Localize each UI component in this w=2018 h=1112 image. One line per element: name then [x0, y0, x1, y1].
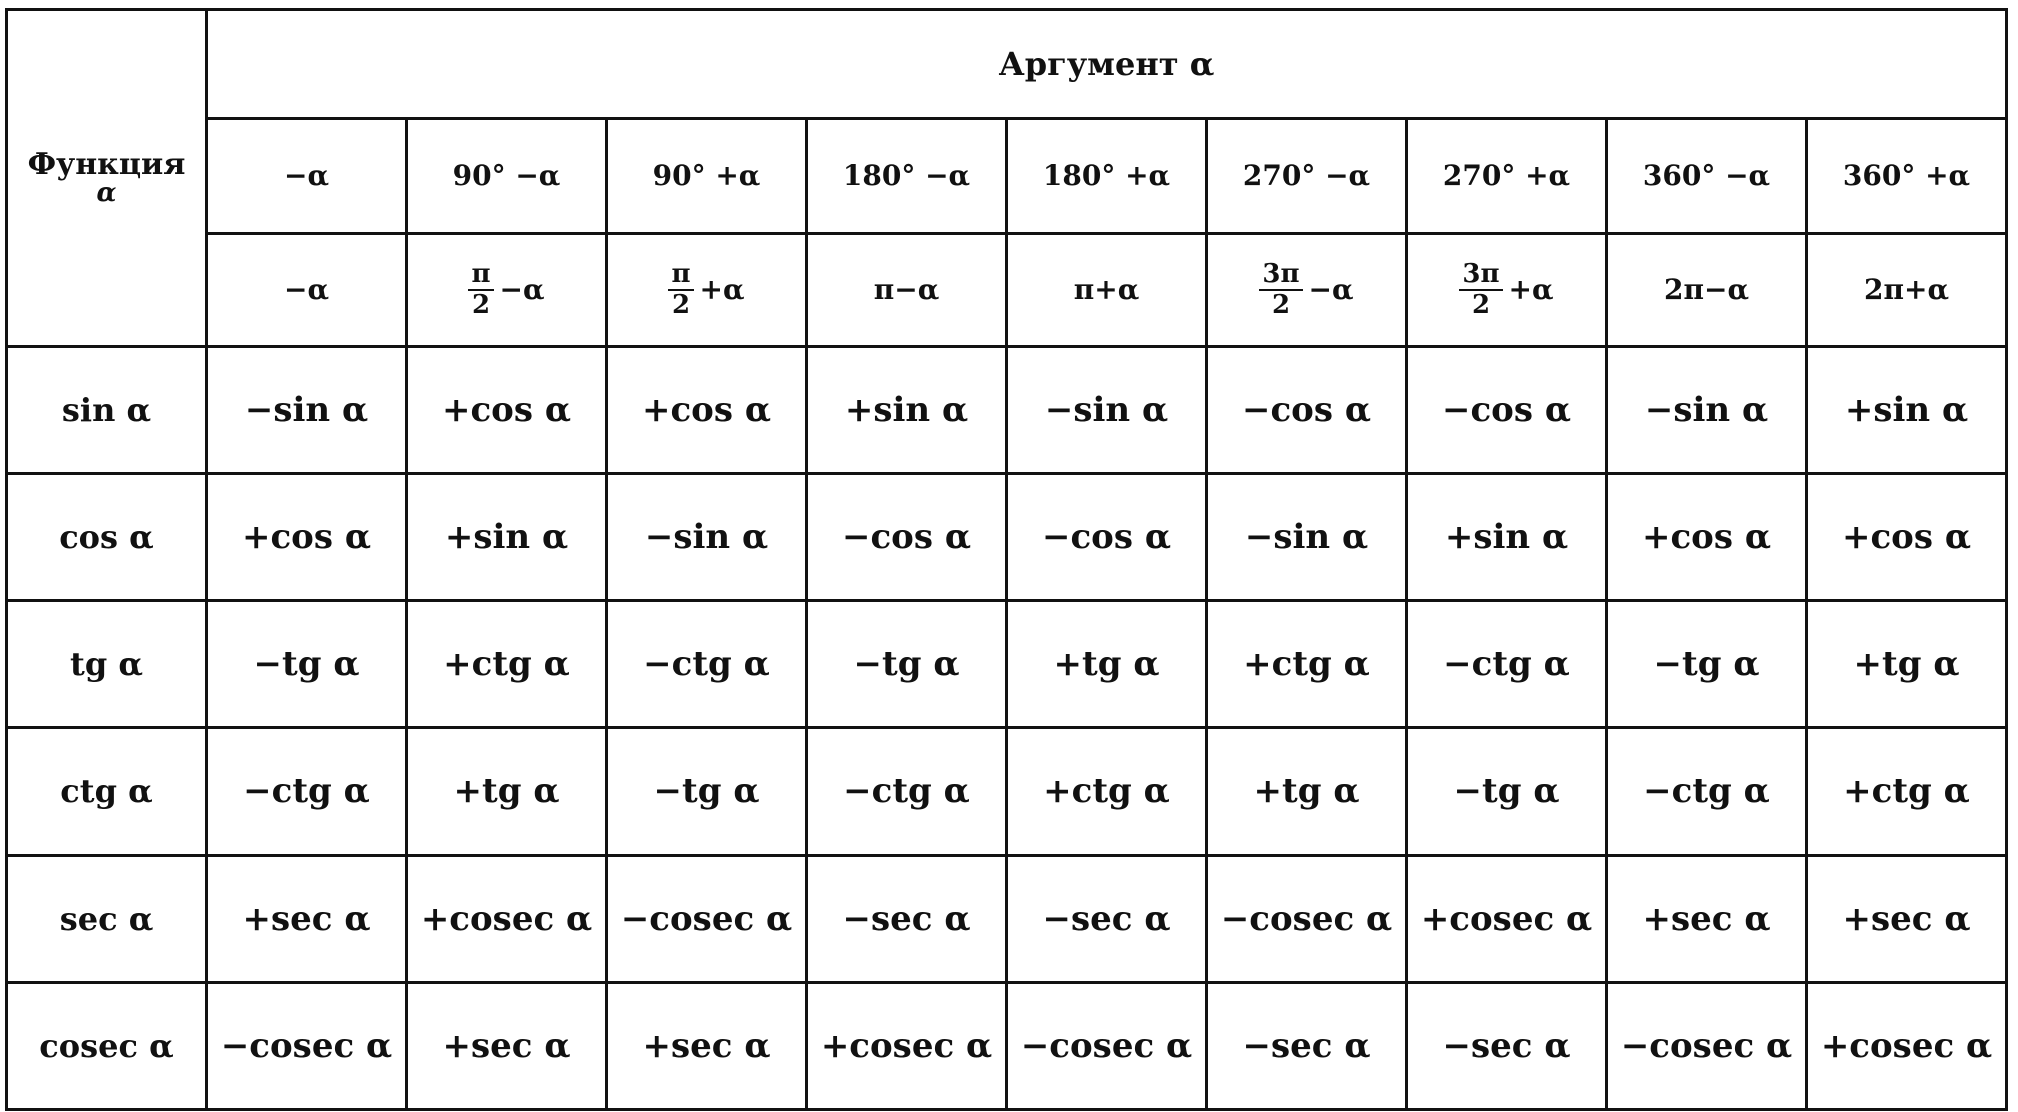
header-row-radians	[7, 233, 2007, 346]
table-cell: −ctg α	[1607, 728, 1807, 855]
table-cell: +sec α	[1807, 855, 2007, 982]
degree-arg-header: 90° +α	[607, 118, 807, 233]
radian-arg-header: 2π+α	[1807, 233, 2007, 346]
table-cell: +cosec α	[807, 982, 1007, 1109]
table-cell: −cosec α	[1607, 982, 1807, 1109]
degree-arg-header: 360° +α	[1807, 118, 2007, 233]
function-row-header: tg α	[7, 601, 207, 728]
function-row-header: sin α	[7, 346, 207, 473]
table-row	[7, 601, 2007, 728]
fraction	[468, 260, 493, 319]
radian-arg-header: π+α	[1007, 233, 1207, 346]
function-row-header: sec α	[7, 855, 207, 982]
table-cell: +ctg α	[1207, 601, 1407, 728]
function-row-header: ctg α	[7, 728, 207, 855]
table-cell: +cos α	[407, 346, 607, 473]
fraction-numerator: π	[468, 260, 493, 291]
table-cell: −ctg α	[1407, 601, 1607, 728]
table-cell: +sec α	[1607, 855, 1807, 982]
fraction-operator: −α	[499, 273, 545, 307]
table-cell: +ctg α	[1807, 728, 2007, 855]
table-cell: −sin α	[1607, 346, 1807, 473]
table-cell: +sin α	[807, 346, 1007, 473]
table-cell: +tg α	[1007, 601, 1207, 728]
radian-arg-header	[1407, 233, 1607, 346]
table-cell: +cosec α	[1407, 855, 1607, 982]
degree-arg-header: 90° −α	[407, 118, 607, 233]
fraction-denominator: 2	[1471, 289, 1491, 320]
table-cell: +tg α	[407, 728, 607, 855]
table-cell: −sin α	[1207, 473, 1407, 600]
table-cell: +sin α	[407, 473, 607, 600]
function-row-header: cos α	[7, 473, 207, 600]
fraction-numerator: 3π	[1459, 260, 1502, 291]
header-row-degrees	[7, 118, 2007, 233]
table-cell: −ctg α	[607, 601, 807, 728]
table-cell: +tg α	[1207, 728, 1407, 855]
fraction	[1459, 260, 1502, 319]
table-cell: +cosec α	[1807, 982, 2007, 1109]
table-cell: +cos α	[1607, 473, 1807, 600]
degree-arg-header: 360° −α	[1607, 118, 1807, 233]
table-cell: −sin α	[207, 346, 407, 473]
table-cell: −sec α	[1007, 855, 1207, 982]
radian-arg-header: 2π−α	[1607, 233, 1807, 346]
fraction	[668, 260, 693, 319]
argument-header: Аргумент α	[207, 10, 2007, 119]
table-cell: −sin α	[607, 473, 807, 600]
table-cell: +sec α	[407, 982, 607, 1109]
table-cell: −cos α	[1007, 473, 1207, 600]
function-row-header: cosec α	[7, 982, 207, 1109]
table-cell: +cos α	[607, 346, 807, 473]
function-column-header	[7, 10, 207, 347]
table-cell: −cosec α	[1207, 855, 1407, 982]
function-header-label: Функция	[27, 146, 186, 182]
table-cell: +cosec α	[407, 855, 607, 982]
reduction-formulas-table	[5, 8, 2008, 1111]
table-cell: −ctg α	[207, 728, 407, 855]
table-cell: −tg α	[607, 728, 807, 855]
table-cell: −sec α	[1207, 982, 1407, 1109]
degree-arg-header: 180° +α	[1007, 118, 1207, 233]
fraction-denominator: 2	[471, 289, 491, 320]
radian-arg-header	[1207, 233, 1407, 346]
degree-arg-header: 270° −α	[1207, 118, 1407, 233]
table-cell: −cos α	[807, 473, 1007, 600]
table-cell: −tg α	[1407, 728, 1607, 855]
fraction	[1259, 260, 1302, 319]
radian-arg-header: −α	[207, 233, 407, 346]
radian-arg-header: π−α	[807, 233, 1007, 346]
table-cell: +sin α	[1807, 346, 2007, 473]
table-cell: +ctg α	[407, 601, 607, 728]
radian-arg-header	[407, 233, 607, 346]
degree-arg-header: 180° −α	[807, 118, 1007, 233]
table-cell: +sin α	[1407, 473, 1607, 600]
table-cell: −cosec α	[1007, 982, 1207, 1109]
table-cell: −tg α	[207, 601, 407, 728]
table-row	[7, 473, 2007, 600]
header-row-argument	[7, 10, 2007, 119]
table-cell: −sec α	[807, 855, 1007, 982]
radian-arg-header	[607, 233, 807, 346]
table-cell: −sec α	[1407, 982, 1607, 1109]
table-row	[7, 855, 2007, 982]
fraction-denominator: 2	[1271, 289, 1291, 320]
table-cell: −ctg α	[807, 728, 1007, 855]
table-cell: −sin α	[1007, 346, 1207, 473]
table-cell: −cosec α	[207, 982, 407, 1109]
table-cell: +sec α	[207, 855, 407, 982]
fraction-numerator: 3π	[1259, 260, 1302, 291]
table-cell: −tg α	[1607, 601, 1807, 728]
table-cell: +ctg α	[1007, 728, 1207, 855]
table-row	[7, 346, 2007, 473]
table-row	[7, 982, 2007, 1109]
table-cell: +tg α	[1807, 601, 2007, 728]
table-cell: +cos α	[1807, 473, 2007, 600]
table-cell: −cos α	[1207, 346, 1407, 473]
table-cell: −tg α	[807, 601, 1007, 728]
table-cell: +sec α	[607, 982, 807, 1109]
degree-arg-header: −α	[207, 118, 407, 233]
table-cell: +cos α	[207, 473, 407, 600]
table-cell: −cos α	[1407, 346, 1607, 473]
fraction-numerator: π	[668, 260, 693, 291]
degree-arg-header: 270° +α	[1407, 118, 1607, 233]
fraction-denominator: 2	[671, 289, 691, 320]
fraction-operator: +α	[1508, 273, 1554, 307]
table-row	[7, 728, 2007, 855]
function-header-alpha: α	[96, 178, 117, 208]
table-body	[7, 10, 2007, 1110]
fraction-operator: −α	[1308, 273, 1354, 307]
fraction-operator: +α	[699, 273, 745, 307]
table-cell: −cosec α	[607, 855, 807, 982]
